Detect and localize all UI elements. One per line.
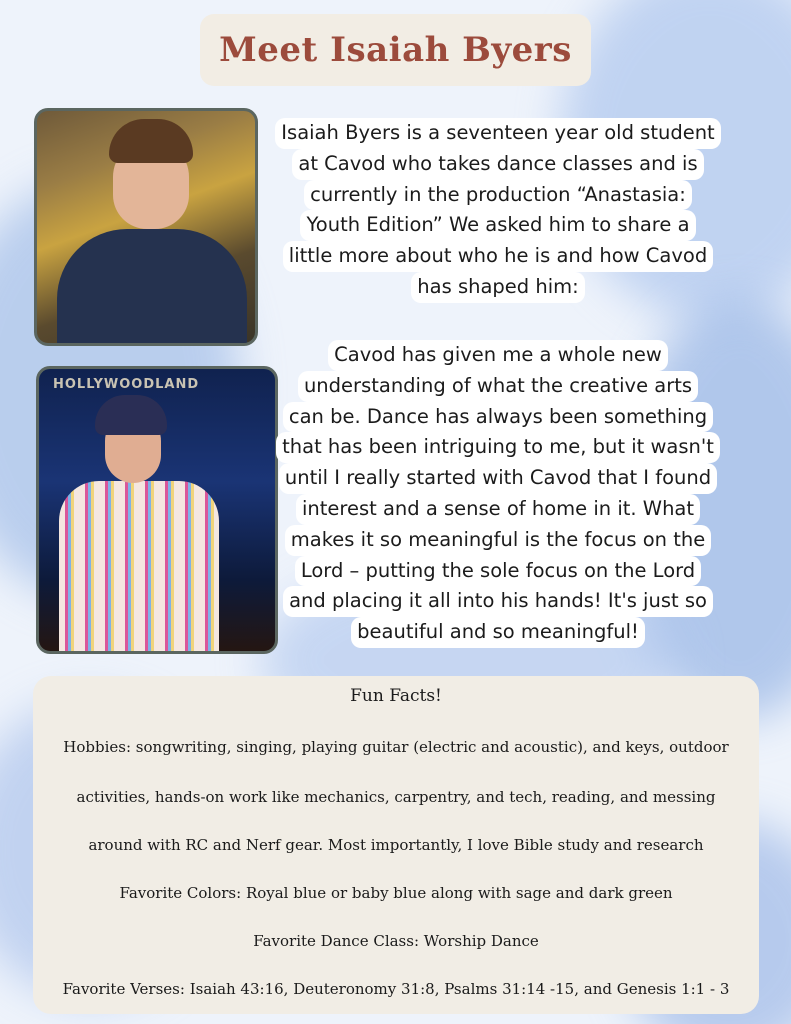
title-banner [200,14,591,86]
fun-facts-line: Favorite Verses: Isaiah 43:16, Deuteronomy 31:8, Psalms 31:14 -15, and Genesis 1:1 - 3 [62,980,730,998]
fun-facts-line: around with RC and Nerf gear. Most importantly, I love Bible study and research [88,836,704,854]
quote-line: makes it so meaningful is the focus on the [285,525,711,556]
fun-facts-title: Fun Facts! [350,686,442,706]
intro-line: at Cavod who takes dance classes and is [292,149,703,180]
fun-facts-line: activities, hands-on work like mechanics, carpentry, and tech, reading, and messing [76,788,716,806]
quote-line: and placing it all into his hands! It's just so [283,586,713,617]
photo-figure-hair [95,395,167,435]
intro-line: little more about who he is and how Cavod [283,241,713,272]
intro-line: Youth Edition” We asked him to share a [300,210,695,241]
quote-line: Lord – putting the sole focus on the Lord [295,556,701,587]
quote-paragraph [228,340,768,648]
quote-line: beautiful and so meaningful! [351,617,645,648]
intro-line: currently in the production “Anastasia: [304,180,692,211]
quote-line: until I really started with Cavod that I found [279,463,717,494]
stage-sign: HOLLYWOODLAND [53,377,200,392]
page-title: Meet Isaiah Byers [219,30,572,70]
fun-facts-line: Favorite Dance Class: Worship Dance [253,932,539,950]
photo-figure-body [57,229,247,346]
quote-line: that has been intriguing to me, but it wasn't [276,432,720,463]
quote-line: understanding of what the creative arts [298,371,698,402]
portrait-photo [34,108,258,346]
photo-figure-suit [59,481,219,653]
photo-figure-hair [109,119,193,163]
quote-line: interest and a sense of home in it. What [296,494,700,525]
quote-line: can be. Dance has always been something [283,402,713,433]
fun-facts-box [33,676,759,1014]
fun-facts-line: Hobbies: songwriting, singing, playing guitar (electric and acoustic), and keys, outdoor [63,738,729,756]
intro-paragraph [228,118,768,303]
intro-line: has shaped him: [411,272,584,303]
fun-facts-line: Favorite Colors: Royal blue or baby blue along with sage and dark green [119,884,673,902]
intro-line: Isaiah Byers is a seventeen year old student [275,118,720,149]
quote-line: Cavod has given me a whole new [328,340,668,371]
